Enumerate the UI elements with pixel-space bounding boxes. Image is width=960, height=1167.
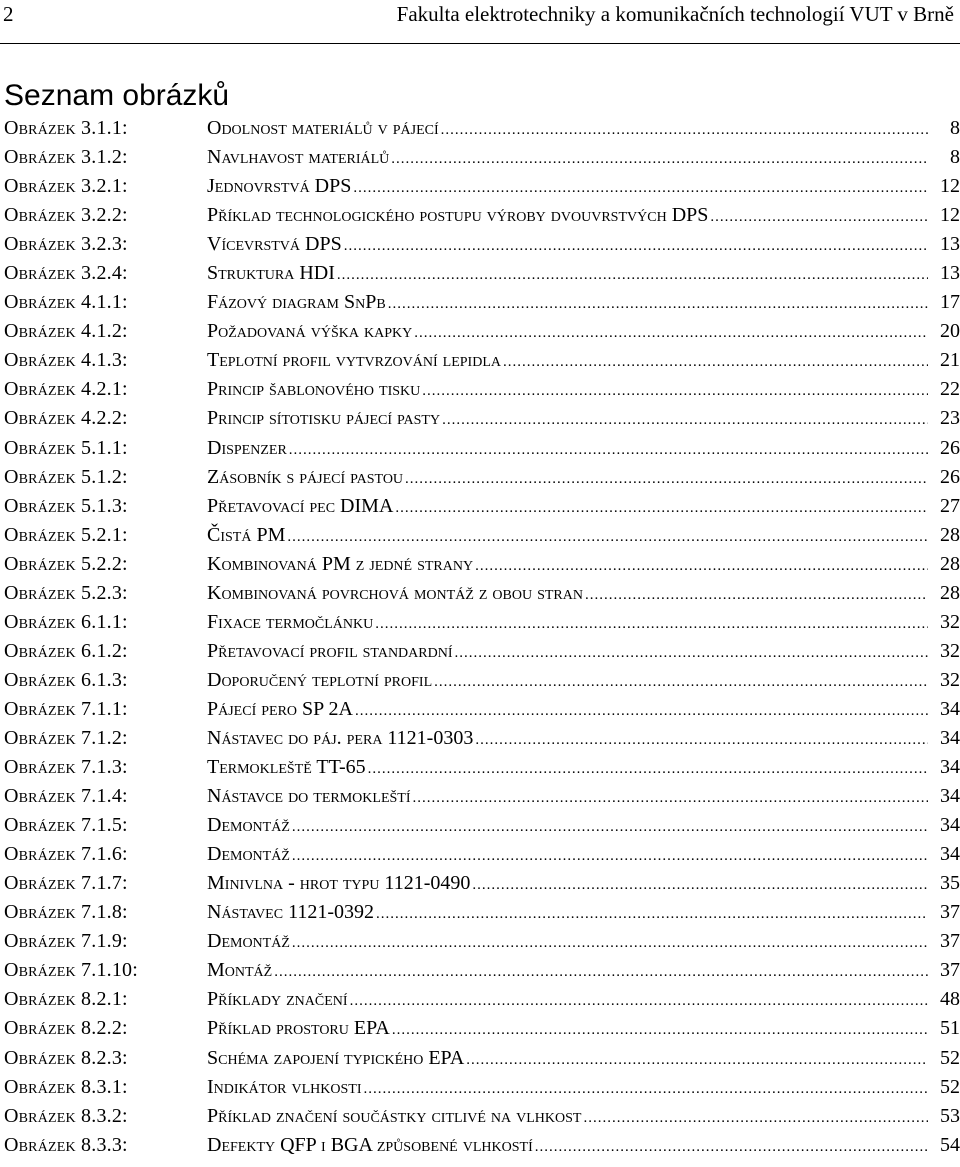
- figure-label: Obrázek 7.1.6:: [4, 843, 128, 866]
- figure-entry[interactable]: [0, 114, 960, 143]
- figure-label: Obrázek 8.2.3:: [4, 1046, 128, 1069]
- figure-label: Obrázek 3.1.1:: [4, 117, 128, 139]
- figure-title: Nástavec do páj. pera 1121-0303: [207, 726, 474, 749]
- figure-entry[interactable]: [0, 259, 960, 288]
- figure-label: Obrázek 5.1.1:: [4, 436, 128, 459]
- figure-entry[interactable]: [0, 637, 960, 666]
- figure-label: Obrázek 5.1.2:: [4, 465, 128, 488]
- dot-leader: [388, 290, 928, 319]
- dot-leader: [585, 581, 928, 610]
- figure-page-number: 34: [940, 726, 960, 749]
- dot-leader: [292, 842, 928, 871]
- figure-page-number: 12: [940, 175, 960, 198]
- figure-entry-body: [207, 434, 960, 465]
- dot-leader: [472, 871, 928, 900]
- figure-title: Přetavovací pec DIMA: [207, 494, 394, 517]
- dot-leader: [710, 203, 928, 232]
- figure-entry-body: [207, 666, 960, 697]
- dot-leader: [289, 436, 928, 465]
- figure-title: Demontáž: [207, 843, 290, 866]
- figure-label: Obrázek 3.2.3:: [4, 233, 128, 256]
- figure-page-number: 34: [940, 697, 960, 720]
- dot-leader: [368, 755, 928, 784]
- figure-entry[interactable]: [0, 288, 960, 317]
- dot-leader: [353, 174, 928, 203]
- figure-title: Odolnost materiálů v pájecí: [207, 117, 439, 139]
- dot-leader: [274, 958, 928, 987]
- figure-title: Kombinovaná povrchová montáž z obou stran: [207, 581, 583, 604]
- figure-title: Vícevrstvá DPS: [207, 233, 342, 256]
- figure-title: Požadovaná výška kapky: [207, 320, 413, 343]
- figure-entry[interactable]: [0, 201, 960, 230]
- figure-entry[interactable]: [0, 492, 960, 521]
- figure-page-number: 17: [940, 291, 960, 314]
- figure-page-number: 27: [940, 494, 960, 517]
- figure-entry-body: [207, 317, 960, 348]
- figure-page-number: 37: [940, 930, 960, 953]
- figure-title: Příklady značení: [207, 988, 348, 1011]
- figure-label: Obrázek 8.3.3:: [4, 1133, 128, 1156]
- figure-label: Obrázek 4.1.3:: [4, 349, 128, 372]
- figure-entry[interactable]: [0, 317, 960, 346]
- figure-title: Nástavce do termokleští: [207, 785, 411, 808]
- figure-title: Minivlna - hrot typu 1121-0490: [207, 872, 471, 895]
- figure-entry[interactable]: [0, 375, 960, 404]
- figure-label: Obrázek 7.1.9:: [4, 930, 128, 953]
- figure-title: Fixace termočlánku: [207, 610, 374, 633]
- figure-title: Montáž: [207, 959, 273, 982]
- figure-label: Obrázek 4.1.2:: [4, 320, 128, 343]
- figure-title: Příklad technologického postupu výroby dvouvrstvých DPS: [207, 204, 709, 227]
- dot-leader: [292, 813, 928, 842]
- dot-leader: [441, 116, 928, 145]
- figure-entry[interactable]: [0, 724, 960, 753]
- figure-page-number: 32: [940, 610, 960, 633]
- figure-page-number: 53: [940, 1104, 960, 1127]
- figure-page-number: 48: [940, 988, 960, 1011]
- figure-page-number: 34: [940, 843, 960, 866]
- list-of-figures-title: Seznam obrázků: [4, 79, 230, 112]
- figure-entry[interactable]: [0, 404, 960, 433]
- figure-entry-body: [207, 753, 960, 784]
- figure-entry-body: [207, 230, 960, 261]
- figure-entry-body: [207, 927, 960, 958]
- figure-page-number: 28: [940, 523, 960, 546]
- figure-label: Obrázek 6.1.1:: [4, 610, 128, 633]
- dot-leader: [287, 523, 928, 552]
- dot-leader: [376, 900, 928, 929]
- figure-title: Přetavovací profil standardní: [207, 639, 453, 662]
- figure-page-number: 34: [940, 756, 960, 779]
- figure-entry[interactable]: [0, 898, 960, 927]
- figure-page-number: 8: [950, 146, 960, 169]
- dot-leader: [364, 1075, 928, 1104]
- dot-leader: [375, 610, 928, 639]
- figure-title: Kombinovaná PM z jedné strany: [207, 552, 474, 575]
- figure-entry[interactable]: [0, 1014, 960, 1043]
- dot-leader: [535, 1133, 928, 1162]
- figure-entry-body: [207, 375, 960, 406]
- figure-page-number: 13: [940, 262, 960, 285]
- figure-entry-body: [207, 637, 960, 668]
- figure-label: Obrázek 7.1.7:: [4, 872, 128, 895]
- figure-label: Obrázek 6.1.3:: [4, 668, 128, 691]
- figure-entry[interactable]: [0, 579, 960, 608]
- figure-entry[interactable]: [0, 434, 960, 463]
- figure-entry[interactable]: [0, 869, 960, 898]
- page-header: [0, 0, 960, 44]
- figure-title: Příklad značení součástky citlivé na vlhkost: [207, 1104, 582, 1127]
- figure-entry[interactable]: [0, 753, 960, 782]
- figure-entry-body: [207, 985, 960, 1016]
- figure-entry[interactable]: [0, 1102, 960, 1131]
- figure-entry[interactable]: [0, 666, 960, 695]
- figure-title: Teplotní profil vytvrzování lepidla: [207, 349, 501, 372]
- figure-label: Obrázek 7.1.8:: [4, 901, 128, 924]
- figure-entry-body: [207, 956, 960, 987]
- figure-entry-body: [207, 840, 960, 871]
- figure-label: Obrázek 8.2.2:: [4, 1017, 128, 1040]
- figure-entry-body: [207, 869, 960, 900]
- figure-entry-body: [207, 1102, 960, 1133]
- figure-page-number: 34: [940, 814, 960, 837]
- figure-entry-body: [207, 550, 960, 581]
- figure-title: Čistá PM: [207, 523, 286, 546]
- figure-entry[interactable]: [0, 695, 960, 724]
- figure-title: Termokleště TT-65: [207, 756, 366, 779]
- dot-leader: [344, 232, 928, 261]
- figure-entry-body: [207, 492, 960, 523]
- figure-entry-body: [207, 608, 960, 639]
- figure-entry[interactable]: [0, 230, 960, 259]
- figure-entry-body: [207, 811, 960, 842]
- figure-entry-body: [207, 579, 960, 610]
- figure-page-number: 32: [940, 639, 960, 662]
- dot-leader: [337, 261, 928, 290]
- figure-title: Indikátor vlhkosti: [207, 1075, 362, 1098]
- figure-title: Dispenzer: [207, 436, 287, 459]
- figure-page-number: 54: [940, 1133, 960, 1156]
- figure-entry-body: [207, 724, 960, 755]
- figure-title: Navlhavost materiálů: [207, 146, 390, 169]
- figure-entry[interactable]: [0, 956, 960, 985]
- figure-title: Demontáž: [207, 814, 290, 837]
- figure-page-number: 51: [940, 1017, 960, 1040]
- figure-entry[interactable]: [0, 1131, 960, 1160]
- figure-label: Obrázek 5.2.1:: [4, 523, 128, 546]
- dot-leader: [475, 552, 928, 581]
- figure-entry-body: [207, 1044, 960, 1075]
- figure-page-number: 52: [940, 1046, 960, 1069]
- figure-title: Doporučený teplotní profil: [207, 668, 433, 691]
- dot-leader: [392, 1016, 928, 1045]
- dot-leader: [391, 145, 928, 174]
- figure-entry-body: [207, 201, 960, 232]
- figure-entry[interactable]: [0, 143, 960, 172]
- figure-page-number: 32: [940, 668, 960, 691]
- figure-page-number: 34: [940, 785, 960, 808]
- figure-entry[interactable]: [0, 840, 960, 869]
- figure-entry[interactable]: [0, 463, 960, 492]
- figure-title: Demontáž: [207, 930, 290, 953]
- figure-label: Obrázek 4.2.1:: [4, 378, 128, 401]
- figure-entry[interactable]: [0, 1073, 960, 1102]
- figure-page-number: 52: [940, 1075, 960, 1098]
- figure-entry-body: [207, 695, 960, 726]
- figure-entry-body: [207, 143, 960, 174]
- figure-label: Obrázek 4.2.2:: [4, 407, 128, 430]
- figure-entry[interactable]: [0, 346, 960, 375]
- dot-leader: [455, 639, 929, 668]
- figure-entry-body: [207, 1131, 960, 1162]
- dot-leader: [405, 465, 928, 494]
- dot-leader: [442, 406, 928, 435]
- figure-label: Obrázek 7.1.1:: [4, 697, 128, 720]
- figure-entry[interactable]: [0, 927, 960, 956]
- figure-entry-body: [207, 1014, 960, 1045]
- page-number: 2: [3, 2, 14, 26]
- figure-label: Obrázek 5.2.2:: [4, 552, 128, 575]
- figure-label: Obrázek 8.3.1:: [4, 1075, 128, 1098]
- figure-page-number: 20: [940, 320, 960, 343]
- figure-entry-body: [207, 172, 960, 203]
- figure-title: Princip šablonového tisku: [207, 378, 421, 401]
- dot-leader: [466, 1046, 928, 1075]
- dot-leader: [355, 697, 928, 726]
- figure-title: Schéma zapojení typického EPA: [207, 1046, 465, 1069]
- figure-entry[interactable]: [0, 782, 960, 811]
- figure-page-number: 8: [950, 117, 960, 139]
- figure-page-number: 37: [940, 901, 960, 924]
- dot-leader: [350, 987, 928, 1016]
- figure-label: Obrázek 7.1.2:: [4, 726, 128, 749]
- figure-label: Obrázek 5.1.3:: [4, 494, 128, 517]
- figure-entry-body: [207, 521, 960, 552]
- figure-title: Nástavec 1121-0392: [207, 901, 374, 924]
- dot-leader: [503, 348, 928, 377]
- dot-leader: [395, 494, 928, 523]
- figure-title: Zásobník s pájecí pastou: [207, 465, 404, 488]
- figure-title: Pájecí pero SP 2A: [207, 697, 353, 720]
- figure-label: Obrázek 7.1.10:: [4, 959, 138, 982]
- dot-leader: [414, 319, 928, 348]
- figure-page-number: 37: [940, 959, 960, 982]
- figure-entry-body: [207, 346, 960, 377]
- figure-entry-body: [207, 1073, 960, 1104]
- dot-leader: [292, 929, 928, 958]
- figure-title: Princip sítotisku pájecí pasty: [207, 407, 441, 430]
- figure-title: Defekty QFP i BGA způsobené vlhkostí: [207, 1133, 533, 1156]
- figure-entry-body: [207, 404, 960, 435]
- figure-entry[interactable]: [0, 1044, 960, 1073]
- figure-label: Obrázek 3.1.2:: [4, 146, 128, 169]
- figure-label: Obrázek 3.2.2:: [4, 204, 128, 227]
- figure-entry-body: [207, 114, 960, 145]
- figure-entry-body: [207, 259, 960, 290]
- figure-page-number: 12: [940, 204, 960, 227]
- figure-page-number: 21: [940, 349, 960, 372]
- figure-entry-body: [207, 782, 960, 813]
- figure-entry[interactable]: [0, 608, 960, 637]
- figure-page-number: 13: [940, 233, 960, 256]
- figure-label: Obrázek 3.2.1:: [4, 175, 128, 198]
- figure-label: Obrázek 4.1.1:: [4, 291, 128, 314]
- dot-leader: [422, 377, 928, 406]
- figure-title: Struktura HDI: [207, 262, 335, 285]
- figure-label: Obrázek 3.2.4:: [4, 262, 128, 285]
- figure-page-number: 26: [940, 465, 960, 488]
- figure-label: Obrázek 5.2.3:: [4, 581, 128, 604]
- dot-leader: [475, 726, 928, 755]
- figure-title: Jednovrstvá DPS: [207, 175, 352, 198]
- dot-leader: [583, 1104, 928, 1133]
- dot-leader: [413, 784, 928, 813]
- figure-entry[interactable]: [0, 172, 960, 201]
- running-title: Fakulta elektrotechniky a komunikačních technologií VUT v Brně: [396, 2, 954, 26]
- figure-entry-body: [207, 898, 960, 929]
- figure-page-number: 22: [940, 378, 960, 401]
- figure-entry[interactable]: [0, 550, 960, 579]
- figure-label: Obrázek 6.1.2:: [4, 639, 128, 662]
- figure-label: Obrázek 7.1.5:: [4, 814, 128, 837]
- figure-entry-body: [207, 288, 960, 319]
- figure-page-number: 28: [940, 581, 960, 604]
- figure-entry-body: [207, 463, 960, 494]
- dot-leader: [434, 668, 928, 697]
- figure-entry[interactable]: [0, 811, 960, 840]
- figure-page-number: 28: [940, 552, 960, 575]
- figure-page-number: 23: [940, 407, 960, 430]
- figure-title: Fázový diagram SnPb: [207, 291, 386, 314]
- figure-title: Příklad prostoru EPA: [207, 1017, 390, 1040]
- figure-page-number: 35: [940, 872, 960, 895]
- figure-entry[interactable]: [0, 985, 960, 1014]
- figure-page-number: 26: [940, 436, 960, 459]
- figure-entry[interactable]: [0, 521, 960, 550]
- figure-label: Obrázek 7.1.4:: [4, 785, 128, 808]
- figure-label: Obrázek 8.2.1:: [4, 988, 128, 1011]
- figure-list: [0, 114, 960, 1160]
- figure-label: Obrázek 8.3.2:: [4, 1104, 128, 1127]
- figure-label: Obrázek 7.1.3:: [4, 756, 128, 779]
